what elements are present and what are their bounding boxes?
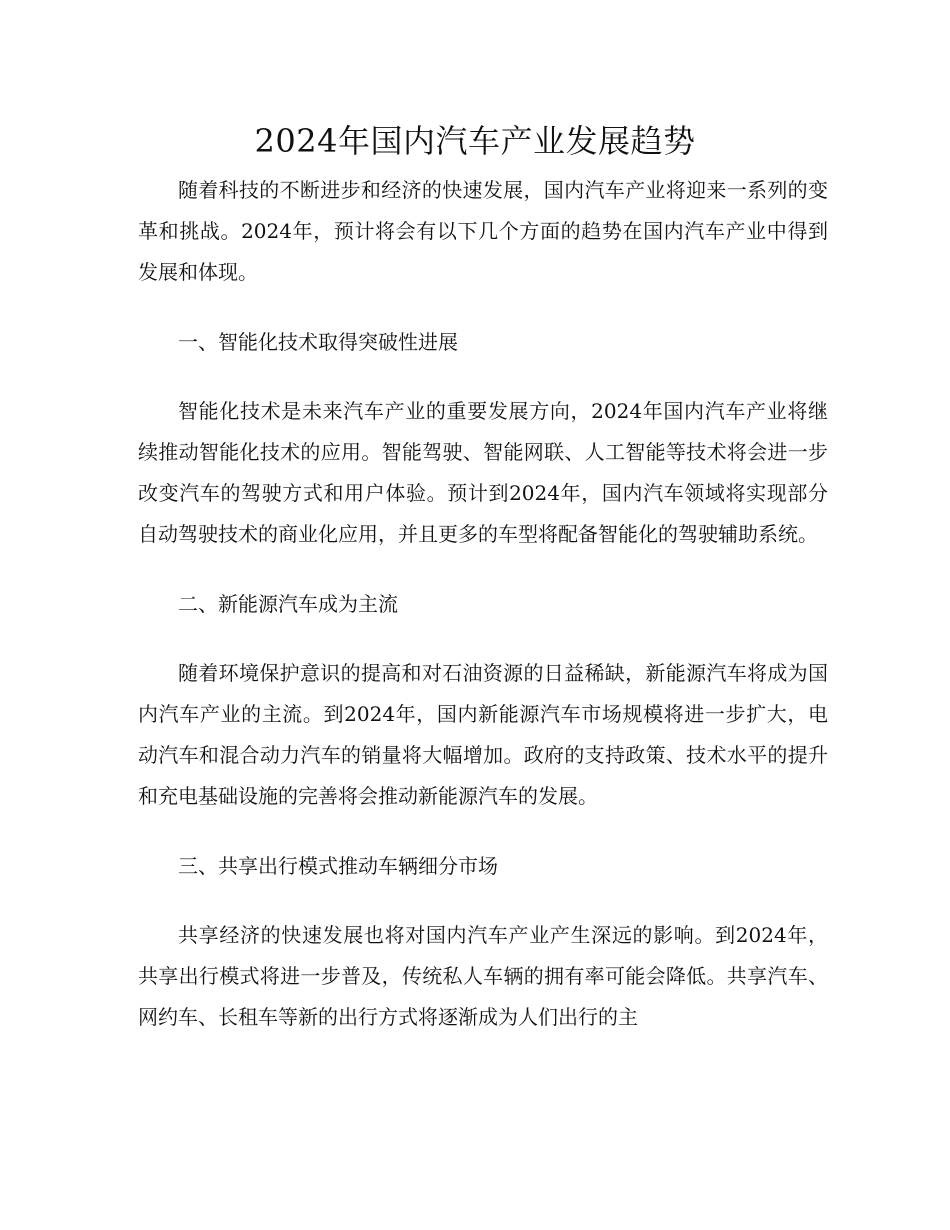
section-paragraph-1: 智能化技术是未来汽车产业的重要发展方向，2024年国内汽车产业将继续推动智能化技术的应用。智能驾驶、智能网联、人工智能等技术将会进一步改变汽车的驾驶方式和用户体验。预计到2024年，国内汽车领域将实现部分自动驾驶技术的商业化应用，并且更多的车型将配备智能化的驾驶辅助系统。 (138, 399, 828, 546)
section-paragraph-3: 共享经济的快速发展也将对国内汽车产业产生深远的影响。到2024年，共享出行模式将进一步普及，传统私人车辆的拥有率可能会降低。共享汽车、网约车、长租车等新的出行方式将逐渐成为人们出行的主 (138, 923, 828, 1029)
document-body (138, 170, 828, 1067)
document-title: 2024年国内汽车产业发展趋势 (254, 122, 696, 161)
section-heading-3: 三、共享出行模式推动车辆细分市场 (178, 854, 498, 878)
intro-paragraph: 随着科技的不断进步和经济的快速发展，国内汽车产业将迎来一系列的变革和挑战。2024年，预计将会有以下几个方面的趋势在国内汽车产业中得到发展和体现。 (138, 178, 828, 284)
section-paragraph-2: 随着环境保护意识的提高和对石油资源的日益稀缺，新能源汽车将成为国内汽车产业的主流。到2024年，国内新能源汽车市场规模将进一步扩大，电动汽车和混合动力汽车的销量将大幅增加。政府的支持政策、技术水平的提升和充电基础设施的完善将会推动新能源汽车的发展。 (138, 661, 828, 808)
section-heading-2: 二、新能源汽车成为主流 (178, 592, 398, 616)
section-heading-1: 一、智能化技术取得突破性进展 (178, 330, 458, 354)
